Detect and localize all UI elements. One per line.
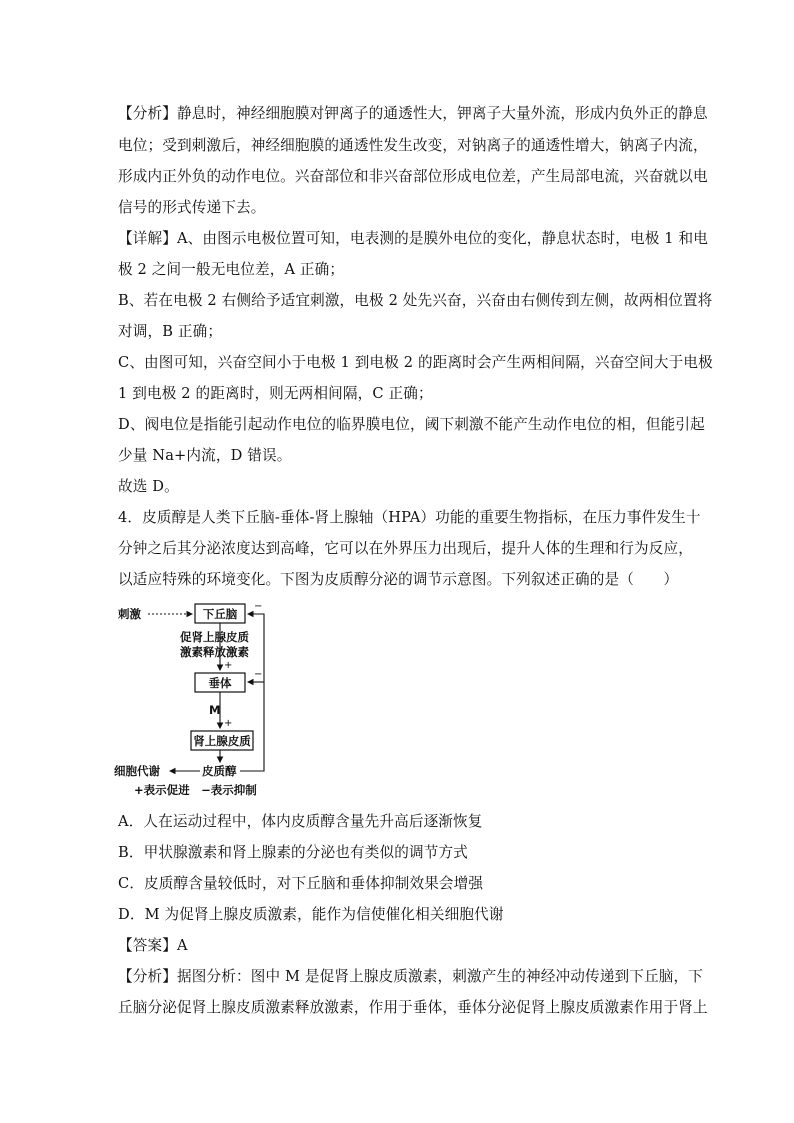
text-line: 形成内正外负的动作电位。兴奋部位和非兴奋部位形成电位差，产生局部电流，兴奋就以电 <box>118 168 708 185</box>
inhibit-sign: − <box>254 601 263 612</box>
text-line: D、阀电位是指能引起动作电位的临界膜电位，阈下刺激不能产生动作电位的相，但能引起 <box>118 416 705 433</box>
question-text: 4．皮质醇是人类下丘脑-垂体-肾上腺轴（HPA）功能的重要生物指标，在压力事件发生十 <box>118 509 701 526</box>
text-line: 信号的形式传递下去。 <box>118 199 266 216</box>
text-line: 少量 Na+内流，D 错误。 <box>118 447 292 464</box>
text-line: 【分析】静息时，神经细胞膜对钾离子的通透性大，钾离子大量外流，形成内负外正的静息 <box>118 105 708 122</box>
text-line: 极 2 之间一般无电位差，A 正确； <box>118 261 345 278</box>
crh-label-line2: 激素释放激素 <box>180 645 249 659</box>
pituitary-label: 垂体 <box>208 676 232 690</box>
adrenal-cortex-label: 肾上腺皮质 <box>193 734 251 748</box>
diagram-svg <box>112 598 282 803</box>
text-line: 对调，B 正确； <box>118 323 223 340</box>
stimulus-label: 刺激 <box>118 607 141 621</box>
question-text: 以适应特殊的环境变化。下图为皮质醇分泌的调节示意图。下列叙述正确的是（ ） <box>118 571 679 588</box>
text-line: 1 到电极 2 的距离时，则无两相间隔，C 正确； <box>118 385 433 402</box>
text-line: B、若在电极 2 右侧给予适宜刺激，电极 2 处先兴奋，兴奋由右侧传到左侧，故两相位置将 <box>118 292 713 309</box>
option-c: C．皮质醇含量较低时，对下丘脑和垂体抑制效果会增强 <box>118 875 484 892</box>
cortisol-label: 皮质醇 <box>202 764 237 778</box>
hypothalamus-label: 下丘脑 <box>202 607 238 621</box>
text-line: 丘脑分泌促肾上腺皮质激素释放激素，作用于垂体，垂体分泌促肾上腺皮质激素作用于肾上 <box>118 999 708 1016</box>
option-a: A．人在运动过程中，体内皮质醇含量先升高后逐渐恢复 <box>118 813 483 830</box>
diagram-legend: +表示促进 −表示抑制 <box>134 783 257 797</box>
text-line: 【详解】A、由图示电极位置可知，电表测的是膜外电位的变化，静息状态时，电极 1 和电 <box>118 230 708 247</box>
text-line: 电位；受到刺激后，神经细胞膜的通透性发生改变，对钠离子的通透性增大，钠离子内流， <box>118 137 708 154</box>
text-line: 【分析】据图分析：图中 M 是促肾上腺皮质激素，刺激产生的神经冲动传递到下丘脑，下 <box>118 968 703 985</box>
inhibit-sign: − <box>254 669 263 680</box>
promote-sign: + <box>224 660 233 671</box>
cell-metabolism-label: 细胞代谢 <box>114 764 160 778</box>
cortisol-regulation-diagram <box>112 598 282 803</box>
text-line: C、由图可知，兴奋空间小于电极 1 到电极 2 的距离时会产生两相间隔，兴奋空间大于电极 <box>118 354 713 371</box>
answer-line: 【答案】A <box>118 937 188 954</box>
m-label: M <box>209 703 221 717</box>
promote-sign: + <box>224 718 233 729</box>
text-line: 故选 D。 <box>118 478 179 495</box>
option-b: B．甲状腺激素和肾上腺素的分泌也有类似的调节方式 <box>118 844 468 861</box>
crh-label-line1: 促肾上腺皮质 <box>180 630 249 644</box>
option-d: D．M 为促肾上腺皮质激素，能作为信使催化相关细胞代谢 <box>118 906 504 923</box>
question-text: 分钟之后其分泌浓度达到高峰，它可以在外界压力出现后，提升人体的生理和行为反应， <box>118 540 694 557</box>
